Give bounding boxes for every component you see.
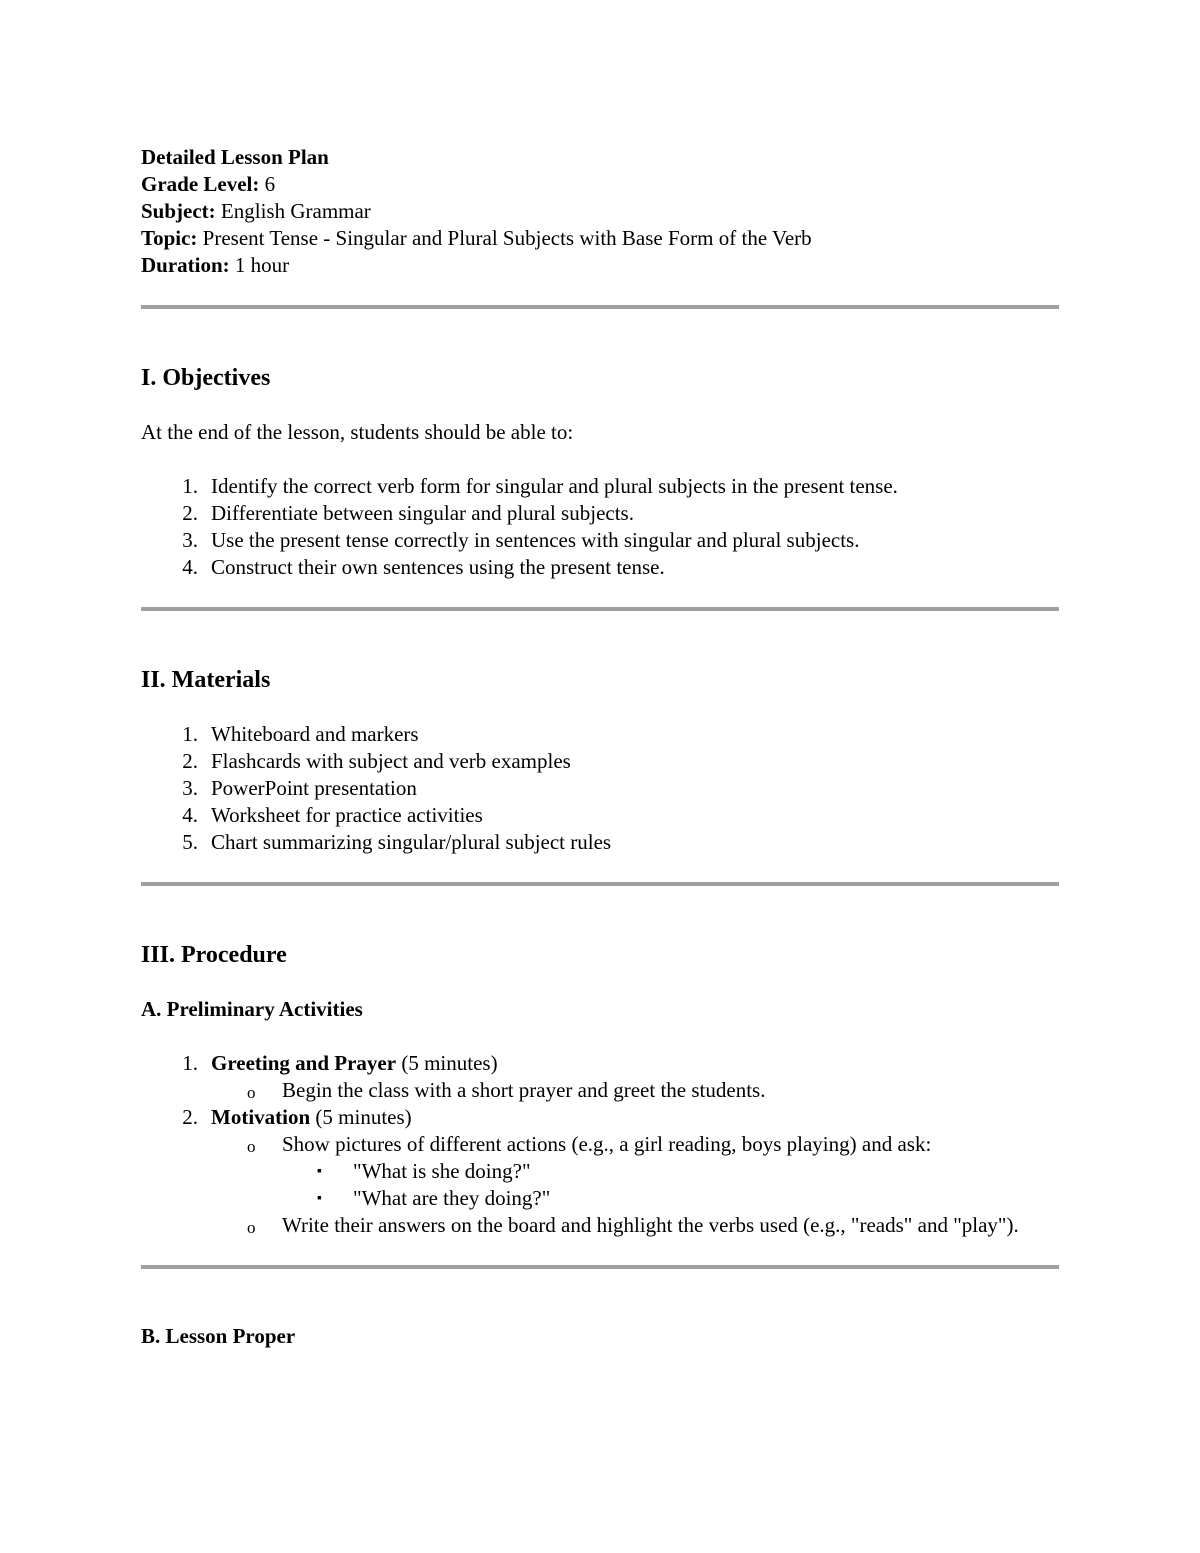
list-item: 2. Flashcards with subject and verb examples: [182, 749, 571, 773]
lesson-proper-heading: B. Lesson Proper: [141, 1324, 296, 1348]
objectives-section: [141, 363, 1059, 581]
topic-line: Topic: Present Tense - Singular and Plural Subjects with Base Form of the Verb: [141, 226, 812, 250]
list-item-greeting: 1. Greeting and Prayer (5 minutes) o Begin the class with a short prayer and greet the students.: [141, 1050, 1059, 1104]
greeting-sublist: [211, 1077, 1059, 1104]
list-item: o Begin the class with a short prayer and greet the students.: [247, 1078, 766, 1102]
preliminary-heading: A. Preliminary Activities: [141, 997, 363, 1021]
motivation-sublist: [211, 1131, 1059, 1239]
lesson-proper-section: [141, 1323, 1059, 1350]
list-item: 2. Differentiate between singular and plural subjects.: [182, 501, 634, 525]
objectives-list: [141, 473, 1059, 581]
document-content: [141, 144, 1059, 1350]
list-item: o Show pictures of different actions (e.g., a girl reading, boys playing) and ask: ▪ "What is she doing?" ▪ "What are they doing?": [211, 1131, 1059, 1212]
subject-line: Subject: English Grammar: [141, 199, 371, 223]
materials-section: [141, 665, 1059, 856]
list-item: 3. Use the present tense correctly in sentences with singular and plural subjects.: [182, 528, 860, 552]
procedure-heading: III. Procedure: [141, 942, 287, 968]
grade-level-line: Grade Level: 6: [141, 172, 276, 196]
list-item: 5. Chart summarizing singular/plural subject rules: [182, 830, 612, 854]
list-item: o Write their answers on the board and highlight the verbs used (e.g., "reads" and "play").: [247, 1213, 1019, 1237]
questions-sublist: [282, 1158, 1059, 1212]
list-item: 1. Identify the correct verb form for singular and plural subjects in the present tense.: [182, 474, 898, 498]
objectives-intro: At the end of the lesson, students should be able to:: [141, 420, 574, 444]
header-block: [141, 144, 1059, 279]
list-item: 4. Construct their own sentences using the present tense.: [182, 555, 665, 579]
procedure-section: [141, 940, 1059, 1239]
list-item: 1. Whiteboard and markers: [182, 722, 419, 746]
objectives-heading: I. Objectives: [141, 365, 271, 391]
preliminary-list: [141, 1050, 1059, 1239]
materials-list: [141, 721, 1059, 856]
list-item-motivation: 2. Motivation (5 minutes) o Show pictures of different actions (e.g., a girl reading, boys playing) and ask: ▪ "What is she doing?" ▪ "What are they doing?" o Write their answers on the board and highlight the verbs used (e.g., "reads" and "play").: [141, 1104, 1059, 1239]
list-item: ▪ "What are they doing?": [317, 1186, 551, 1210]
list-item: 3. PowerPoint presentation: [182, 776, 417, 800]
list-item: ▪ "What is she doing?": [317, 1159, 531, 1183]
document-title: Detailed Lesson Plan: [141, 145, 329, 169]
duration-line: Duration: 1 hour: [141, 253, 290, 277]
materials-heading: II. Materials: [141, 667, 271, 693]
list-item: 4. Worksheet for practice activities: [182, 803, 483, 827]
